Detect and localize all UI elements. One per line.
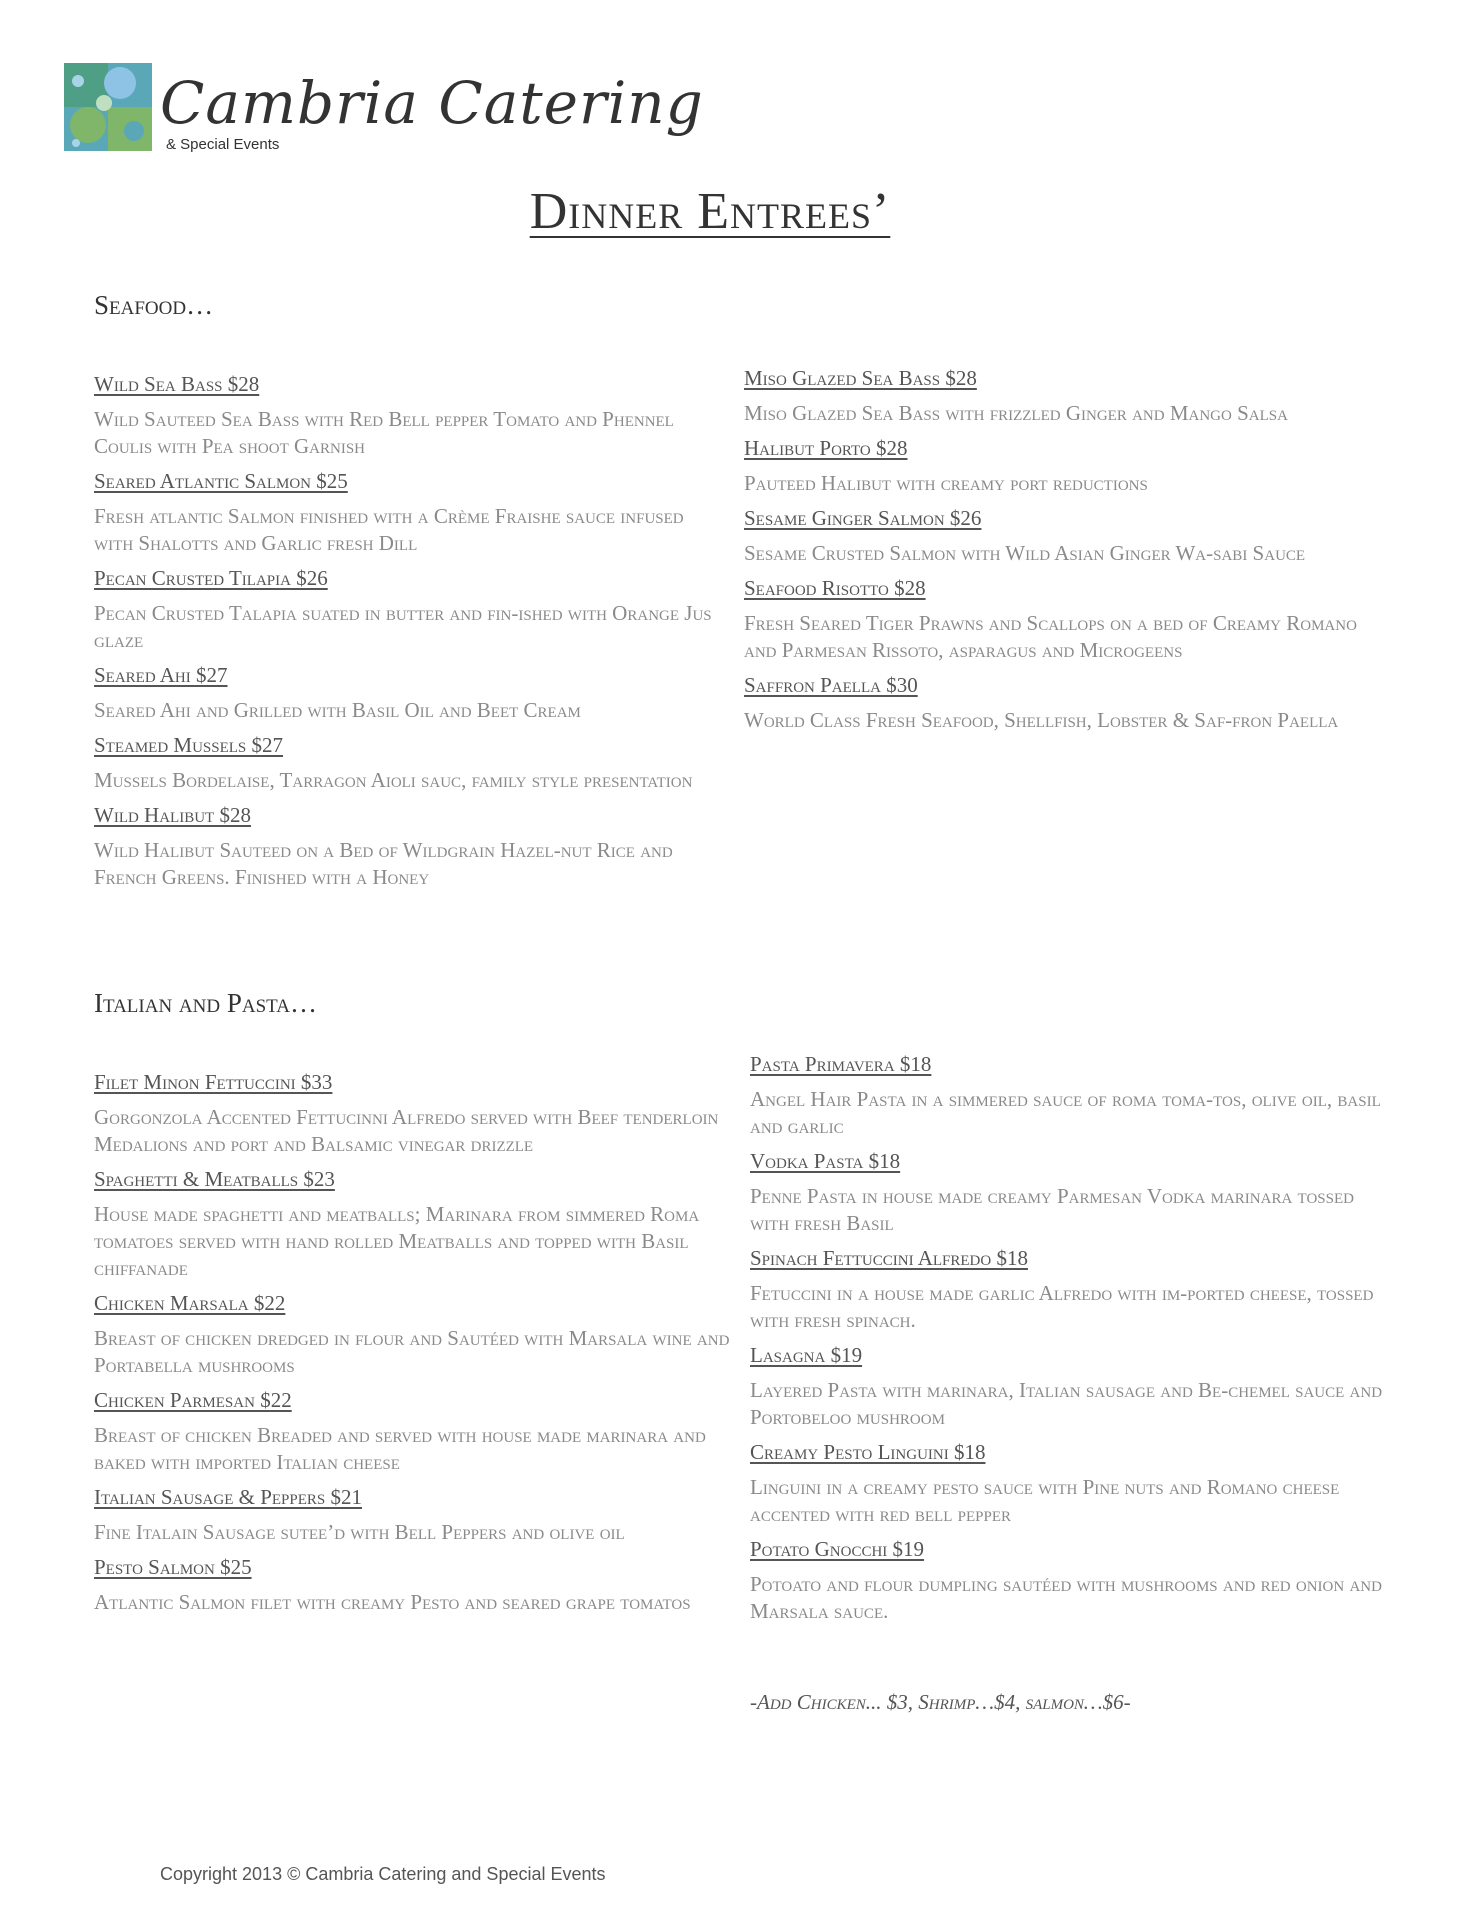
list-item xyxy=(94,467,724,557)
item-name: Pasta Primavera $18 xyxy=(750,1052,932,1076)
logo-wordmark: Cambria Catering xyxy=(160,69,704,137)
list-item xyxy=(94,1483,734,1546)
list-item xyxy=(750,1244,1390,1334)
list-item xyxy=(94,1165,734,1282)
list-item xyxy=(94,1068,734,1158)
item-description: Mussels Bordelaise, Tarragon Aioli sauc, family style presentation xyxy=(94,768,693,792)
item-name: Wild Halibut $28 xyxy=(94,803,251,827)
logo-subtitle: & Special Events xyxy=(166,136,280,153)
list-item xyxy=(94,731,724,794)
item-name: Sesame Ginger Salmon $26 xyxy=(744,506,982,530)
item-name: Saffron Paella $30 xyxy=(744,673,918,697)
pasta-section-title: Italian and Pasta… xyxy=(94,988,317,1018)
list-item xyxy=(94,661,724,724)
list-item xyxy=(744,504,1384,567)
item-name: Miso Glazed Sea Bass $28 xyxy=(744,366,977,390)
item-description: Gorgonzola Accented Fettucinni Alfredo served with Beef tenderloin Medalions and port and Balsamic vinegar drizzle xyxy=(94,1105,719,1156)
item-name: Creamy Pesto Linguini $18 xyxy=(750,1440,986,1464)
list-item xyxy=(744,364,1384,427)
list-item xyxy=(750,1341,1390,1431)
list-item xyxy=(94,801,724,891)
item-name: Seared Ahi $27 xyxy=(94,663,228,687)
list-item xyxy=(750,1535,1390,1625)
logo-mosaic-icon xyxy=(64,63,152,151)
page-title: Dinner Entrees’ xyxy=(529,183,891,240)
item-description: Miso Glazed Sea Bass with frizzled Ginger and Mango Salsa xyxy=(744,401,1288,425)
item-name: Chicken Marsala $22 xyxy=(94,1291,286,1315)
list-item xyxy=(94,564,724,654)
list-item xyxy=(750,1438,1390,1528)
item-description: Breast of chicken dredged in flour and Sautéed with Marsala wine and Portabella mushrooms xyxy=(94,1326,730,1377)
item-description: Potoato and flour dumpling sautéed with mushrooms and red onion and Marsala sauce. xyxy=(750,1572,1382,1623)
item-description: Sesame Crusted Salmon with Wild Asian Ginger Wa-sabi Sauce xyxy=(744,541,1306,565)
item-name: Steamed Mussels $27 xyxy=(94,733,284,757)
item-name: Vodka Pasta $18 xyxy=(750,1149,901,1173)
item-description: Fresh atlantic Salmon finished with a Crème Fraishe sauce infused with Shalotts and Garlic fresh Dill xyxy=(94,504,684,555)
list-item xyxy=(94,370,724,460)
item-name: Spaghetti & Meatballs $23 xyxy=(94,1167,335,1191)
item-name: Seafood Risotto $28 xyxy=(744,576,926,600)
item-description: Fetuccini in a house made garlic Alfredo with im-ported cheese, tossed with fresh spinach. xyxy=(750,1281,1374,1332)
item-name: Pecan Crusted Tilapia $26 xyxy=(94,566,328,590)
item-description: Angel Hair Pasta in a simmered sauce of roma toma-tos, olive oil, basil and garlic xyxy=(750,1087,1381,1138)
item-description: Fine Italain Sausage sutee’d with Bell Peppers and olive oil xyxy=(94,1520,625,1544)
item-name: Pesto Salmon $25 xyxy=(94,1555,252,1579)
seafood-section-title: Seafood… xyxy=(94,290,214,320)
item-description: Fresh Seared Tiger Prawns and Scallops on a bed of Creamy Romano and Parmesan Rissoto, asparagus and Microgeens xyxy=(744,611,1357,662)
item-description: Atlantic Salmon filet with creamy Pesto and seared grape tomatos xyxy=(94,1590,691,1614)
list-item xyxy=(94,1289,734,1379)
seafood-right-column xyxy=(744,364,1384,741)
item-description: House made spaghetti and meatballs; Marinara from simmered Roma tomatoes served with hand rolled Meatballs and topped with Basil chiffanade xyxy=(94,1202,700,1280)
list-item xyxy=(750,1147,1390,1237)
item-name: Potato Gnocchi $19 xyxy=(750,1537,925,1561)
item-name: Seared Atlantic Salmon $25 xyxy=(94,469,348,493)
list-item xyxy=(750,1050,1390,1140)
item-name: Halibut Porto $28 xyxy=(744,436,908,460)
item-name: Chicken Parmesan $22 xyxy=(94,1388,292,1412)
pasta-left-column xyxy=(94,1068,734,1623)
list-item xyxy=(94,1386,734,1476)
item-name: Lasagna $19 xyxy=(750,1343,863,1367)
item-description: Layered Pasta with marinara, Italian sausage and Be-chemel sauce and Portobeloo mushroom xyxy=(750,1378,1383,1429)
item-name: Spinach Fettuccini Alfredo $18 xyxy=(750,1246,1028,1270)
item-description: World Class Fresh Seafood, Shellfish, Lobster & Saf-fron Paella xyxy=(744,708,1339,732)
list-item xyxy=(744,671,1384,734)
item-name: Wild Sea Bass $28 xyxy=(94,372,260,396)
item-description: Pecan Crusted Talapia suated in butter and fin-ished with Orange Jus glaze xyxy=(94,601,712,652)
item-description: Linguini in a creamy pesto sauce with Pine nuts and Romano cheese accented with red bell pepper xyxy=(750,1475,1340,1526)
list-item xyxy=(744,574,1384,664)
item-description: Wild Sauteed Sea Bass with Red Bell pepper Tomato and Phennel Coulis with Pea shoot Garnish xyxy=(94,407,674,458)
list-item xyxy=(94,1553,734,1616)
seafood-left-column xyxy=(94,370,724,898)
list-item xyxy=(744,434,1384,497)
logo xyxy=(64,63,704,173)
item-description: Wild Halibut Sauteed on a Bed of Wildgrain Hazel-nut Rice and French Greens. Finished with a Honey xyxy=(94,838,673,889)
item-description: Pauteed Halibut with creamy port reductions xyxy=(744,471,1148,495)
item-description: Penne Pasta in house made creamy Parmesan Vodka marinara tossed with fresh Basil xyxy=(750,1184,1354,1235)
item-description: Seared Ahi and Grilled with Basil Oil and Beet Cream xyxy=(94,698,581,722)
item-name: Filet Minon Fettuccini $33 xyxy=(94,1070,333,1094)
pasta-right-column xyxy=(750,1050,1390,1632)
item-name: Italian Sausage & Peppers $21 xyxy=(94,1485,362,1509)
item-description: Breast of chicken Breaded and served with house made marinara and baked with imported Italian cheese xyxy=(94,1423,706,1474)
copyright-footer: Copyright 2013 © Cambria Catering and Special Events xyxy=(160,1864,606,1884)
add-protein-note: -Add Chicken... $3, Shrimp…$4, salmon…$6- xyxy=(750,1690,1131,1714)
